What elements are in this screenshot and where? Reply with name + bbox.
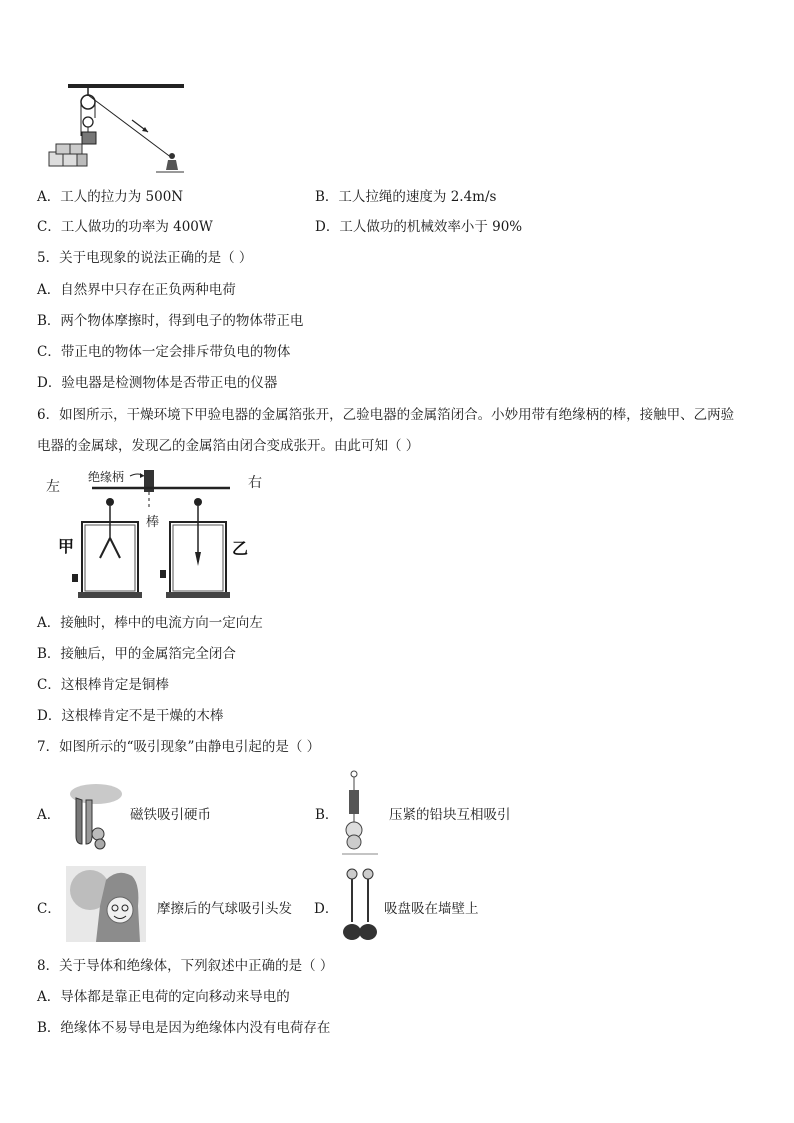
q8-stem: 8．关于导体和绝缘体，下列叙述中正确的是（ ） <box>37 958 334 974</box>
q7-option-c-caption: 摩擦后的气球吸引头发 <box>157 901 292 917</box>
label-jia: 甲 <box>58 537 75 556</box>
q4-option-b: B．工人拉绳的速度为 2.4m/s <box>315 189 497 205</box>
q6-stem-line1: 6．如图所示，干燥环境下甲验电器的金属箔张开，乙验电器的金属箔闭合。小妙用带有绝缘柄的棒，接触甲、乙两验 <box>37 407 735 423</box>
electroscope-figure <box>42 466 272 606</box>
label-rod: 棒 <box>146 515 160 530</box>
q6-option-b: B．接触后，甲的金属箔完全闭合 <box>37 646 236 662</box>
balloon-hair-image <box>66 866 146 942</box>
q6-option-d: D．这根棒肯定不是干燥的木棒 <box>37 708 224 724</box>
q7-option-a-caption: 磁铁吸引硬币 <box>130 807 211 823</box>
suction-cup-image <box>338 866 382 946</box>
pulley-figure <box>44 80 190 176</box>
q4-option-a: A．工人的拉力为 500N <box>37 189 184 205</box>
q6-option-a: A．接触时，棒中的电流方向一定向左 <box>37 615 263 631</box>
q7-option-b-label: B． <box>315 807 339 823</box>
q7-option-d-label: D． <box>314 901 339 917</box>
q4-option-c: C．工人做功的功率为 400W <box>37 219 213 235</box>
q7-option-d-caption: 吸盘吸在墙壁上 <box>384 901 479 917</box>
q7-stem: 7．如图所示的“吸引现象”由静电引起的是（ ） <box>37 739 321 755</box>
lead-blocks-image <box>338 768 382 858</box>
q5-option-b: B．两个物体摩擦时，得到电子的物体带正电 <box>37 313 304 329</box>
label-left: 左 <box>46 479 60 495</box>
label-handle: 绝缘柄 <box>88 470 125 484</box>
q6-stem-line2: 电器的金属球，发现乙的金属箔由闭合变成张开。由此可知（ ） <box>37 438 420 454</box>
q5-stem: 5．关于电现象的说法正确的是（ ） <box>37 250 253 266</box>
q4-option-d: D．工人做功的机械效率小于 90% <box>315 219 523 235</box>
label-right: 右 <box>248 475 262 491</box>
q6-option-c: C．这根棒肯定是铜棒 <box>37 677 169 693</box>
q7-option-a-label: A． <box>37 807 61 823</box>
magnet-coin-image <box>62 778 126 852</box>
q8-option-b: B．绝缘体不易导电是因为绝缘体内没有电荷存在 <box>37 1020 331 1036</box>
q5-option-d: D．验电器是检测物体是否带正电的仪器 <box>37 375 278 391</box>
q8-option-a: A．导体都是靠正电荷的定向移动来导电的 <box>37 989 290 1005</box>
q5-option-c: C．带正电的物体一定会排斥带负电的物体 <box>37 344 291 360</box>
q7-option-c-label: C． <box>37 901 61 917</box>
q5-option-a: A．自然界中只存在正负两种电荷 <box>37 282 236 298</box>
label-yi: 乙 <box>232 539 249 558</box>
q7-option-b-caption: 压紧的铅块互相吸引 <box>389 807 511 823</box>
